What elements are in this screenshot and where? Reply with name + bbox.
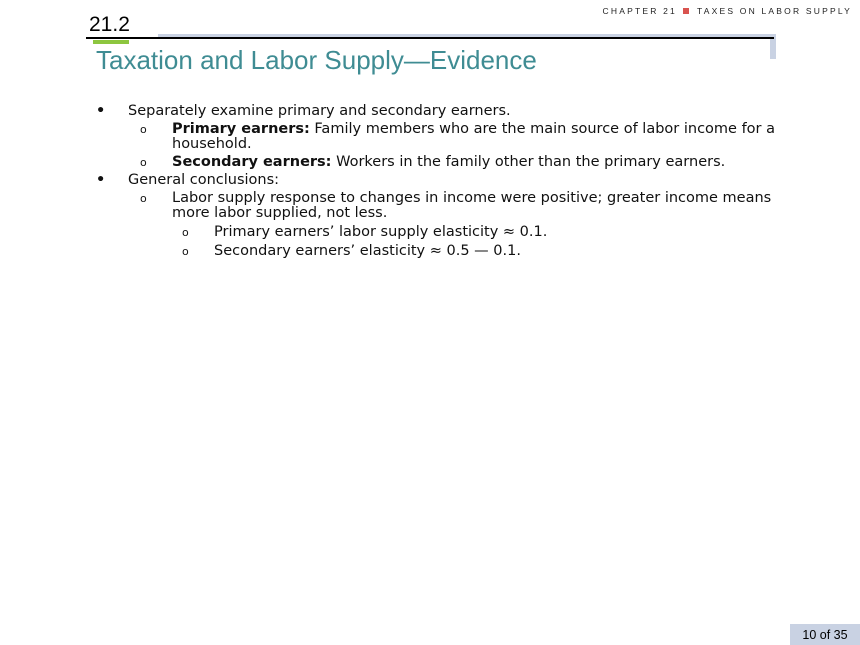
square-icon (683, 8, 689, 14)
sub-sub-bullet-text: Secondary earners’ elasticity ≈ 0.5 — 0.1. (214, 243, 521, 259)
bullet-item (96, 173, 776, 188)
chapter-header (603, 6, 852, 16)
chapter-topic: TAXES ON LABOR SUPPLY (696, 6, 852, 16)
section-number: 21.2 (89, 13, 130, 36)
term-label: Secondary earners: (172, 154, 332, 170)
sub-sub-bullet-text: Primary earners’ labor supply elasticity ≈ 0.1. (214, 224, 548, 240)
circle-bullet-icon: o (182, 226, 189, 239)
header-rule (86, 37, 774, 39)
circle-bullet-icon: o (140, 192, 147, 205)
sub-bullet-item (140, 122, 776, 152)
bullet-text: General conclusions: (128, 172, 280, 188)
term-label: Primary earners: (172, 121, 310, 137)
bullet-icon: • (96, 172, 106, 188)
sub-sub-bullet-item (182, 225, 776, 240)
bullet-text: Separately examine primary and secondary earners. (128, 103, 511, 119)
sub-bullet-item (140, 155, 776, 170)
sub-bullet-item (140, 191, 776, 221)
bullet-icon: • (96, 103, 106, 119)
sub-bullet-text: Labor supply response to changes in income were positive; greater income means more labor supplied, not less. (172, 190, 772, 221)
slide-title: Taxation and Labor Supply—Evidence (96, 45, 537, 75)
term-definition: Workers in the family other than the primary earners. (331, 154, 726, 170)
sub-bullet-text (172, 155, 725, 170)
circle-bullet-icon: o (182, 245, 189, 258)
sub-bullet-text (172, 122, 776, 152)
circle-bullet-icon: o (140, 156, 147, 169)
slide-content (96, 104, 776, 259)
chapter-label: CHAPTER 21 (602, 6, 677, 16)
bullet-item (96, 104, 776, 119)
page-number: 10 of 35 (790, 624, 860, 645)
term-definition: Family members who are the main source of labor income for a household. (172, 121, 775, 152)
section-accent (93, 40, 129, 44)
sub-sub-bullet-item (182, 244, 776, 259)
circle-bullet-icon: o (140, 123, 147, 136)
